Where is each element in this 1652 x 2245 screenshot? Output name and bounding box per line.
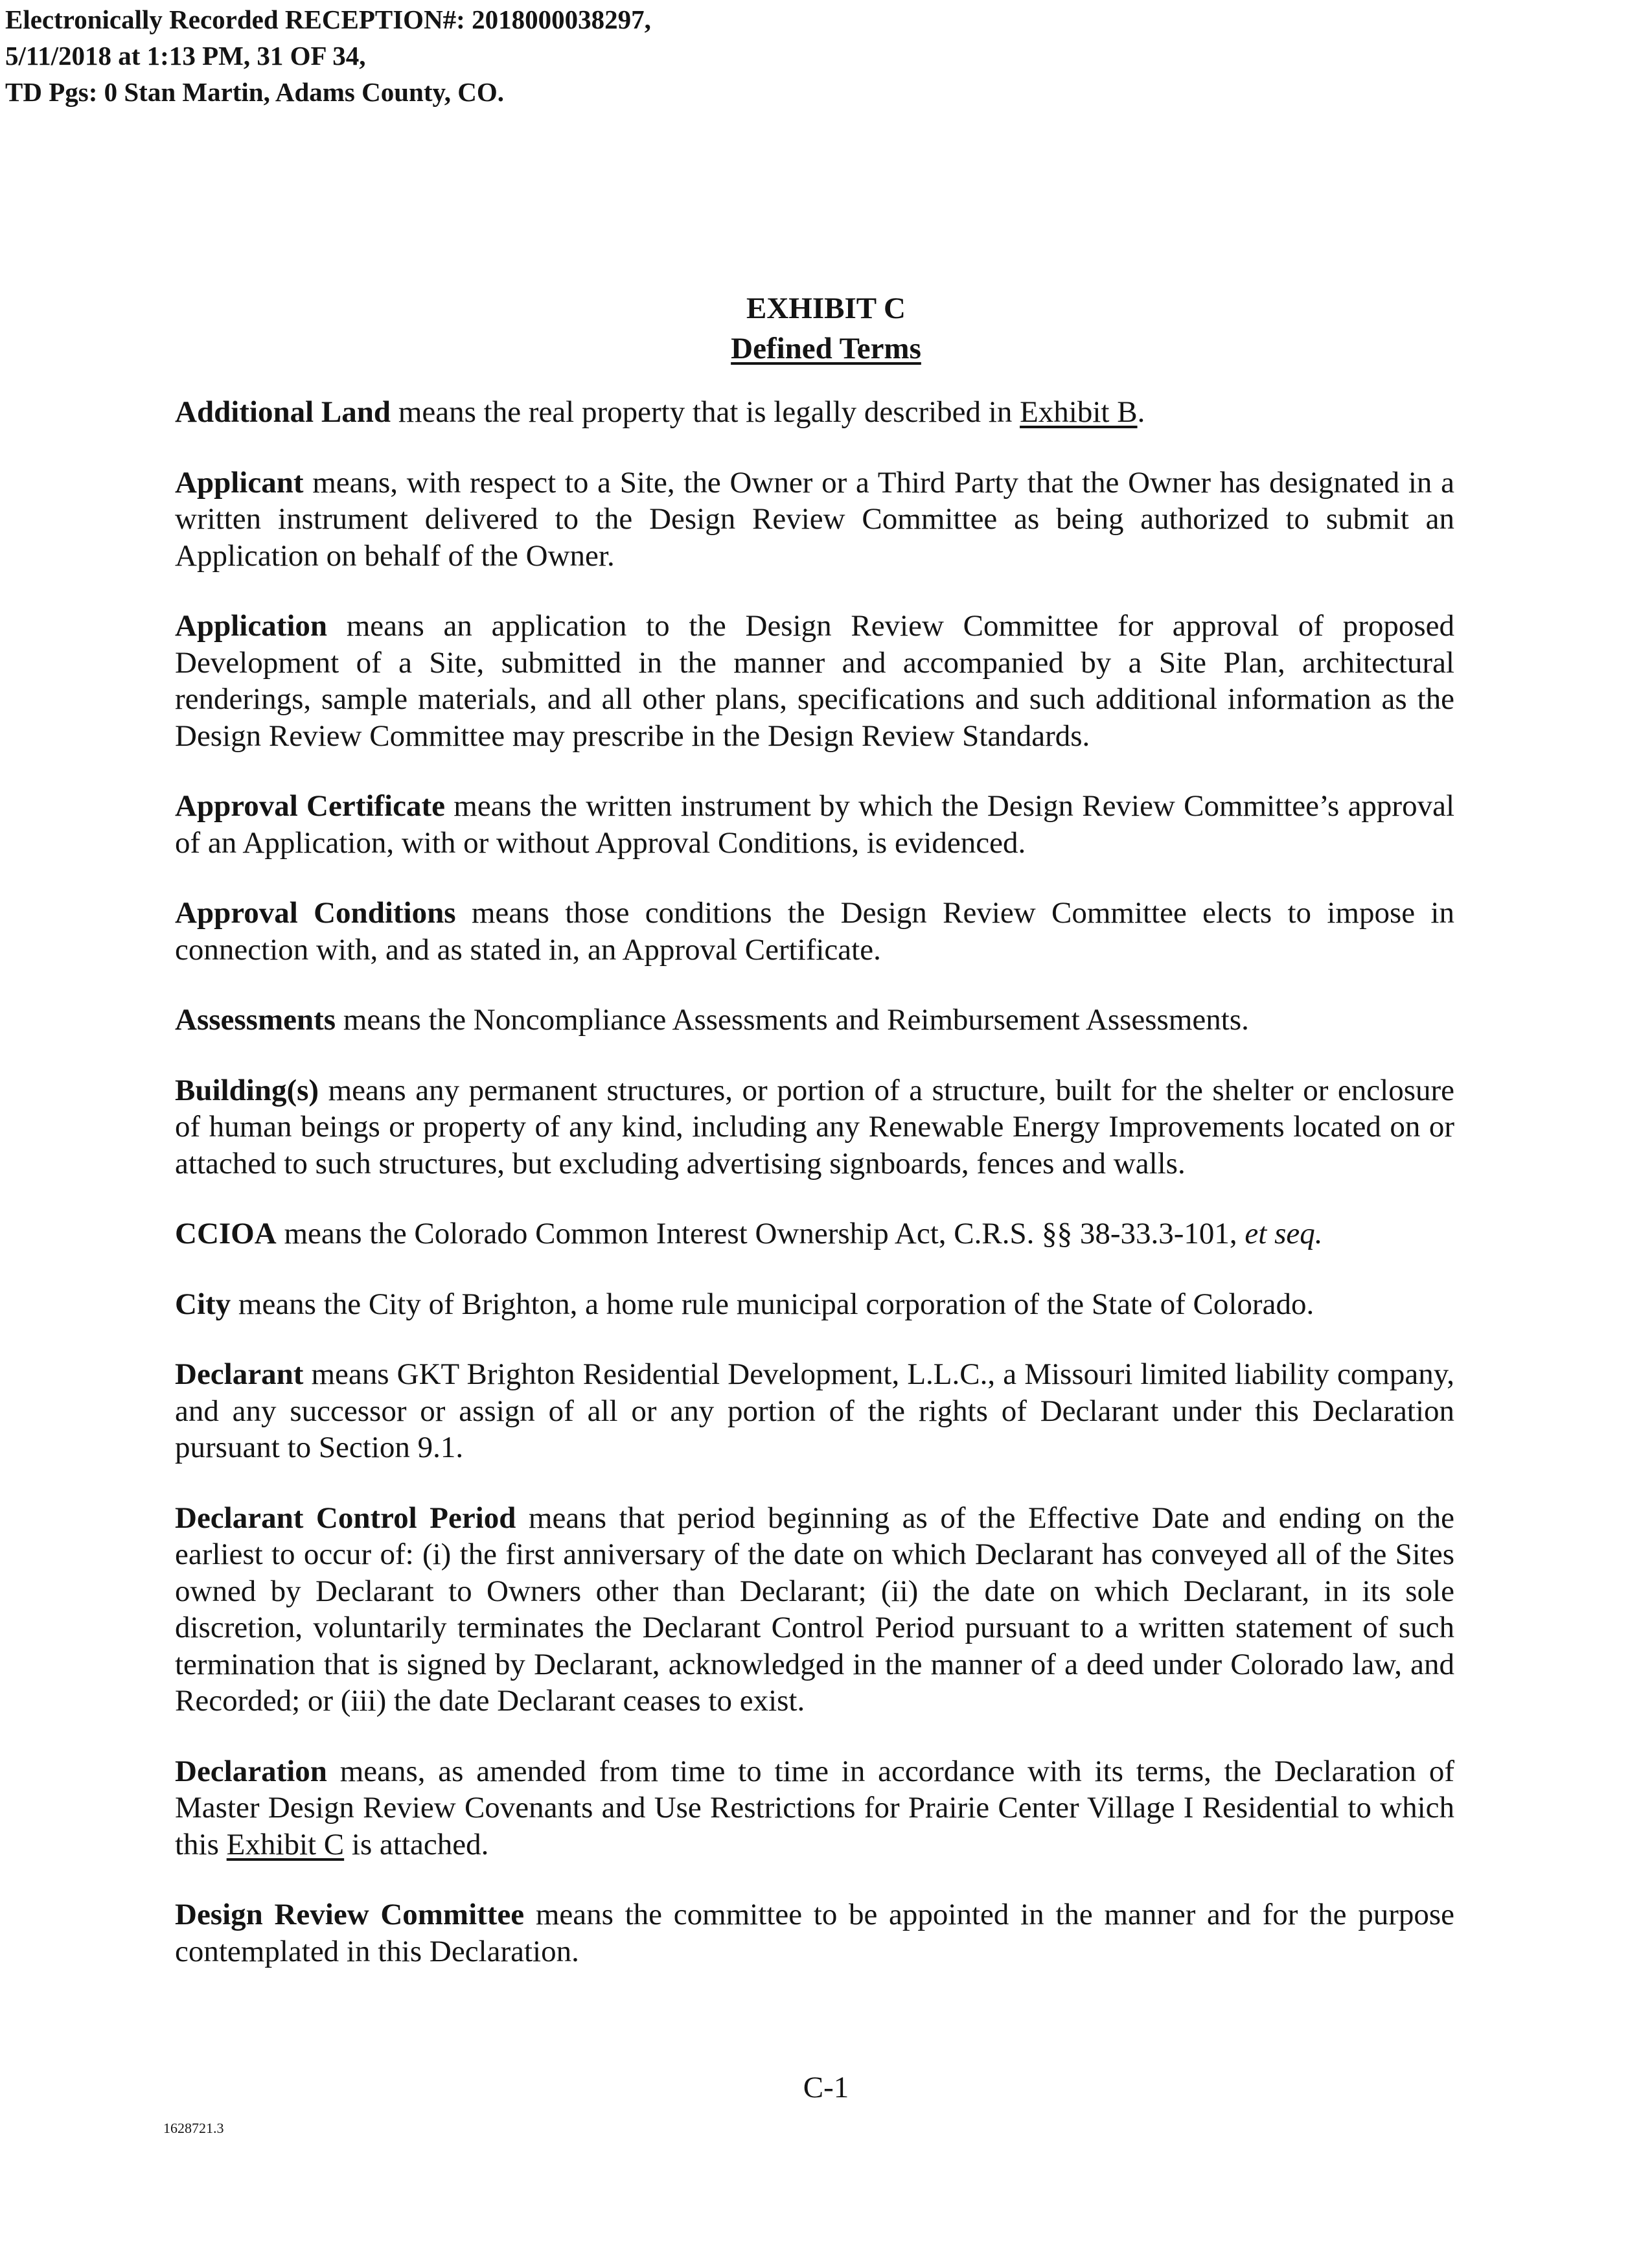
definition-text: means the City of Brighton, a home rule municipal corporation of the State of Colorado.	[231, 1287, 1314, 1321]
definition-design-review-committee	[175, 1896, 1454, 1970]
exhibit-reference: Exhibit B	[1020, 395, 1138, 429]
definition-term: Application	[175, 609, 328, 643]
exhibit-subtitle	[0, 328, 1652, 369]
exhibit-title: EXHIBIT C	[746, 292, 906, 325]
definition-text: means the real property that is legally described in	[391, 395, 1020, 429]
definition-text: means those conditions the Design Review Committee elects to impose in connection with, and as stated in, an Approval Certificate.	[175, 896, 1454, 967]
definition-text-end: .	[1137, 395, 1145, 429]
definition-text: means the Colorado Common Interest Ownership Act, C.R.S. §§ 38-33.3-101,	[276, 1217, 1245, 1250]
definition-term: Approval Certificate	[175, 789, 445, 823]
definition-text: means any permanent structures, or portion of a structure, built for the shelter or enclosure of human beings or property of any kind, including any Renewable Energy Improvements located on or attached to such structures, but excluding advertising signboards, fences and walls.	[175, 1073, 1454, 1180]
definition-ccioa	[175, 1215, 1454, 1252]
definition-text: means the written instrument by which the Design Review Committee’s approval of an Application, with or without Approval Conditions, is evidenced.	[175, 789, 1455, 860]
definitions-list	[175, 394, 1454, 2003]
definition-text: means the committee to be appointed in the manner and for the purpose contemplated in this Declaration.	[175, 1898, 1454, 1968]
definition-additional-land	[175, 394, 1454, 431]
definition-text: means that period beginning as of the Effective Date and ending on the earliest to occur of: (i) the first anniversary of the date on which Declarant has conveyed all of the Sites owned by Declarant to Owners other than Declarant; (ii) the date on which Declarant, in its sole discretion, voluntarily terminates the Declarant Control Period pursuant to a written statement of such termination that is signed by Declarant, acknowledged in the manner of a deed under Colorado law, and Recorded; or (iii) the date Declarant ceases to exist.	[175, 1501, 1454, 1718]
definition-text-end: is attached.	[344, 1827, 489, 1861]
document-id: 1628721.3	[163, 2120, 224, 2136]
definition-term: Declarant	[175, 1357, 304, 1391]
definition-term: Additional Land	[175, 395, 391, 429]
definition-term: Design Review Committee	[175, 1898, 525, 1931]
definition-text: means the Noncompliance Assessments and Reimbursement Assessments.	[336, 1003, 1249, 1037]
definition-term: Assessments	[175, 1003, 336, 1037]
definition-text: means, as amended from time to time in accordance with its terms, the Declaration of Master Design Review Covenants and Use Restrictions for Prairie Center Village I Residential to which this	[175, 1754, 1454, 1861]
definition-term: Applicant	[175, 465, 304, 500]
page-number: C-1	[803, 2071, 849, 2104]
recording-line-3: TD Pgs: 0 Stan Martin, Adams County, CO.	[5, 77, 504, 107]
definition-declaration	[175, 1753, 1454, 1863]
definition-term: Declaration	[175, 1754, 327, 1788]
definition-text: means an application to the Design Review Committee for approval of proposed Development of a Site, submitted in the manner and accompanied by a Site Plan, architectural renderings, sample materials, and all other plans, specifications and such additional information as the Design Review Committee may prescribe in the Design Review Standards.	[175, 609, 1454, 753]
definition-text: means GKT Brighton Residential Development, L.L.C., a Missouri limited liability company, and any successor or assign of all or any portion of the rights of Declarant under this Declaration pursuant to Section 9.1.	[175, 1357, 1454, 1464]
definition-declarant	[175, 1356, 1454, 1466]
definition-buildings	[175, 1072, 1454, 1182]
exhibit-subtitle-text: Defined Terms	[731, 332, 921, 365]
definition-text: means, with respect to a Site, the Owner or a Third Party that the Owner has designated in a written instrument delivered to the Design Review Committee as being authorized to submit an Application on behalf of the Owner.	[175, 465, 1454, 573]
definition-city	[175, 1286, 1454, 1323]
definition-approval-certificate	[175, 788, 1454, 861]
definition-applicant	[175, 465, 1454, 575]
definition-term: City	[175, 1287, 231, 1321]
definition-term: Declarant Control Period	[175, 1501, 516, 1535]
definition-declarant-control-period	[175, 1500, 1454, 1720]
definition-approval-conditions	[175, 895, 1454, 968]
definition-application	[175, 608, 1454, 754]
recording-line-2: 5/11/2018 at 1:13 PM, 31 OF 34,	[5, 41, 366, 71]
exhibit-reference: Exhibit C	[226, 1827, 345, 1861]
recording-stamp-header	[5, 1, 651, 110]
recording-line-1: Electronically Recorded RECEPTION#: 2018000038297,	[5, 5, 651, 34]
definition-italic-text: et seq.	[1245, 1217, 1323, 1250]
definition-assessments	[175, 1002, 1454, 1039]
definition-term: Building(s)	[175, 1073, 319, 1107]
definition-term: Approval Conditions	[175, 896, 456, 930]
definition-term: CCIOA	[175, 1217, 277, 1250]
